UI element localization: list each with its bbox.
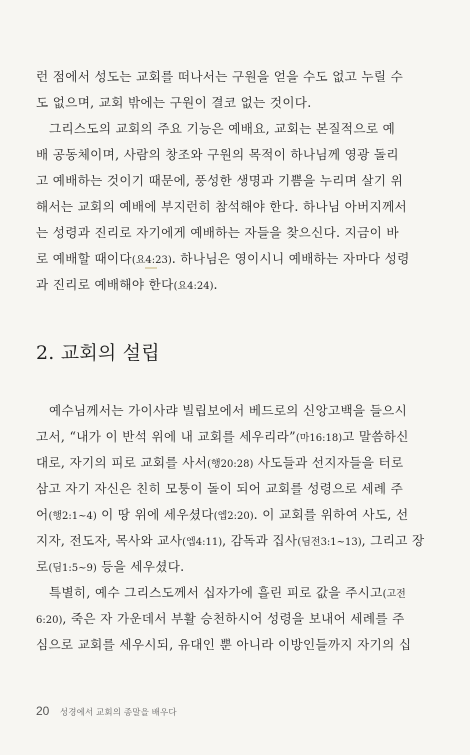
body-line: 배 공동체이며, 사람의 창조와 구원의 목적이 하나님께 영광 돌리 bbox=[36, 147, 399, 162]
body-line bbox=[36, 246, 440, 272]
body-text: 과 진리로 예배해야 한다 bbox=[36, 277, 174, 292]
body-text: . 이 교회를 위하여 사도, 선 bbox=[253, 507, 409, 522]
body-text: 고서, “내가 이 반석 위에 내 교회를 세우리라” bbox=[36, 429, 296, 444]
scripture-reference: 6:20) bbox=[36, 615, 63, 626]
body-text: 로 예배할 때이다 bbox=[36, 251, 132, 266]
body-line bbox=[36, 554, 440, 580]
scripture-reference: (고전 bbox=[382, 589, 406, 600]
section-2-body bbox=[36, 398, 440, 658]
body-text: 사도들과 선지자들을 터로 bbox=[253, 455, 404, 470]
body-line: 그리스도의 교회의 주요 기능은 예배요, 교회는 본질적으로 예 bbox=[49, 121, 396, 136]
body-text: 고 말씀하신 bbox=[342, 429, 409, 444]
scripture-reference: (요4:24) bbox=[173, 281, 214, 292]
body-text: . bbox=[213, 277, 218, 292]
body-text: 지자, 전도자, 목사와 교사 bbox=[36, 533, 183, 548]
scripture-reference: (행20:28) bbox=[207, 459, 254, 470]
body-line bbox=[36, 528, 440, 554]
scripture-reference: (딤1:5~9) bbox=[48, 563, 97, 574]
body-line: 예수님께서는 가이사랴 빌립보에서 베드로의 신앙고백을 들으시 bbox=[49, 403, 408, 418]
scripture-reference: (딤전3:1~13) bbox=[297, 537, 362, 548]
scripture-reference: (마16:18) bbox=[295, 433, 343, 444]
body-line bbox=[36, 450, 440, 476]
body-text: , 감독과 집사 bbox=[222, 533, 298, 548]
scripture-reference: (엡2:20) bbox=[213, 511, 254, 522]
running-title: 성경에서 교회의 종말을 배우다 bbox=[59, 707, 177, 717]
body-text: , 죽은 자 가운데서 부활 승천하시어 성령을 보내어 세례를 주 bbox=[62, 611, 405, 626]
body-text: 로 bbox=[36, 559, 49, 574]
section-1-body bbox=[36, 64, 440, 298]
body-line bbox=[36, 424, 440, 450]
scripture-reference: (요4:23) bbox=[131, 255, 172, 266]
body-line bbox=[36, 272, 440, 298]
body-line: 도 없으며, 교회 밖에는 구원이 결코 없는 것이다. bbox=[36, 95, 312, 110]
body-line: 해서는 교회의 예배에 부지런히 참석해야 한다. 하나님 아버지께서 bbox=[36, 199, 407, 214]
body-line: 는 성령과 진리로 자기에게 예배하는 자들을 찾으신다. 지금이 바 bbox=[36, 225, 399, 240]
body-text: . 하나님은 영이시니 예배하는 자마다 성령 bbox=[171, 251, 410, 266]
body-line: 심으로 교회를 세우시되, 유대인 뿐 아니라 이방인들까지 자기의 십 bbox=[36, 637, 412, 652]
body-text: 특별히, 예수 그리스도께서 십자가에 흘린 피로 값을 주시고 bbox=[49, 585, 383, 600]
body-line: 삼고 자기 자신은 친히 모퉁이 돌이 되어 교회를 성령으로 세례 주 bbox=[36, 481, 404, 496]
section-heading: 2. 교회의 설립 bbox=[36, 342, 160, 364]
body-text: 이 땅 위에 세우셨다 bbox=[96, 507, 214, 522]
page-number: 20 bbox=[36, 704, 50, 718]
page-footer bbox=[36, 702, 177, 720]
body-text: 어 bbox=[36, 507, 49, 522]
scripture-reference: (행2:1~4) bbox=[48, 511, 97, 522]
body-text: 등을 세우셨다. bbox=[96, 559, 185, 574]
highlight-mark bbox=[145, 267, 157, 269]
body-line bbox=[36, 502, 440, 528]
body-line bbox=[36, 580, 440, 606]
body-text: , 그리고 장 bbox=[361, 533, 425, 548]
scripture-reference: (엡4:11) bbox=[182, 537, 223, 548]
body-line bbox=[36, 606, 440, 632]
body-line: 런 점에서 성도는 교회를 떠나서는 구원을 얻을 수도 없고 누릴 수 bbox=[36, 69, 404, 84]
body-text: 대로, 자기의 피로 교회를 사서 bbox=[36, 455, 208, 470]
body-line: 고 예배하는 것이기 때문에, 풍성한 생명과 기쁨을 누리며 살기 위 bbox=[36, 173, 404, 188]
